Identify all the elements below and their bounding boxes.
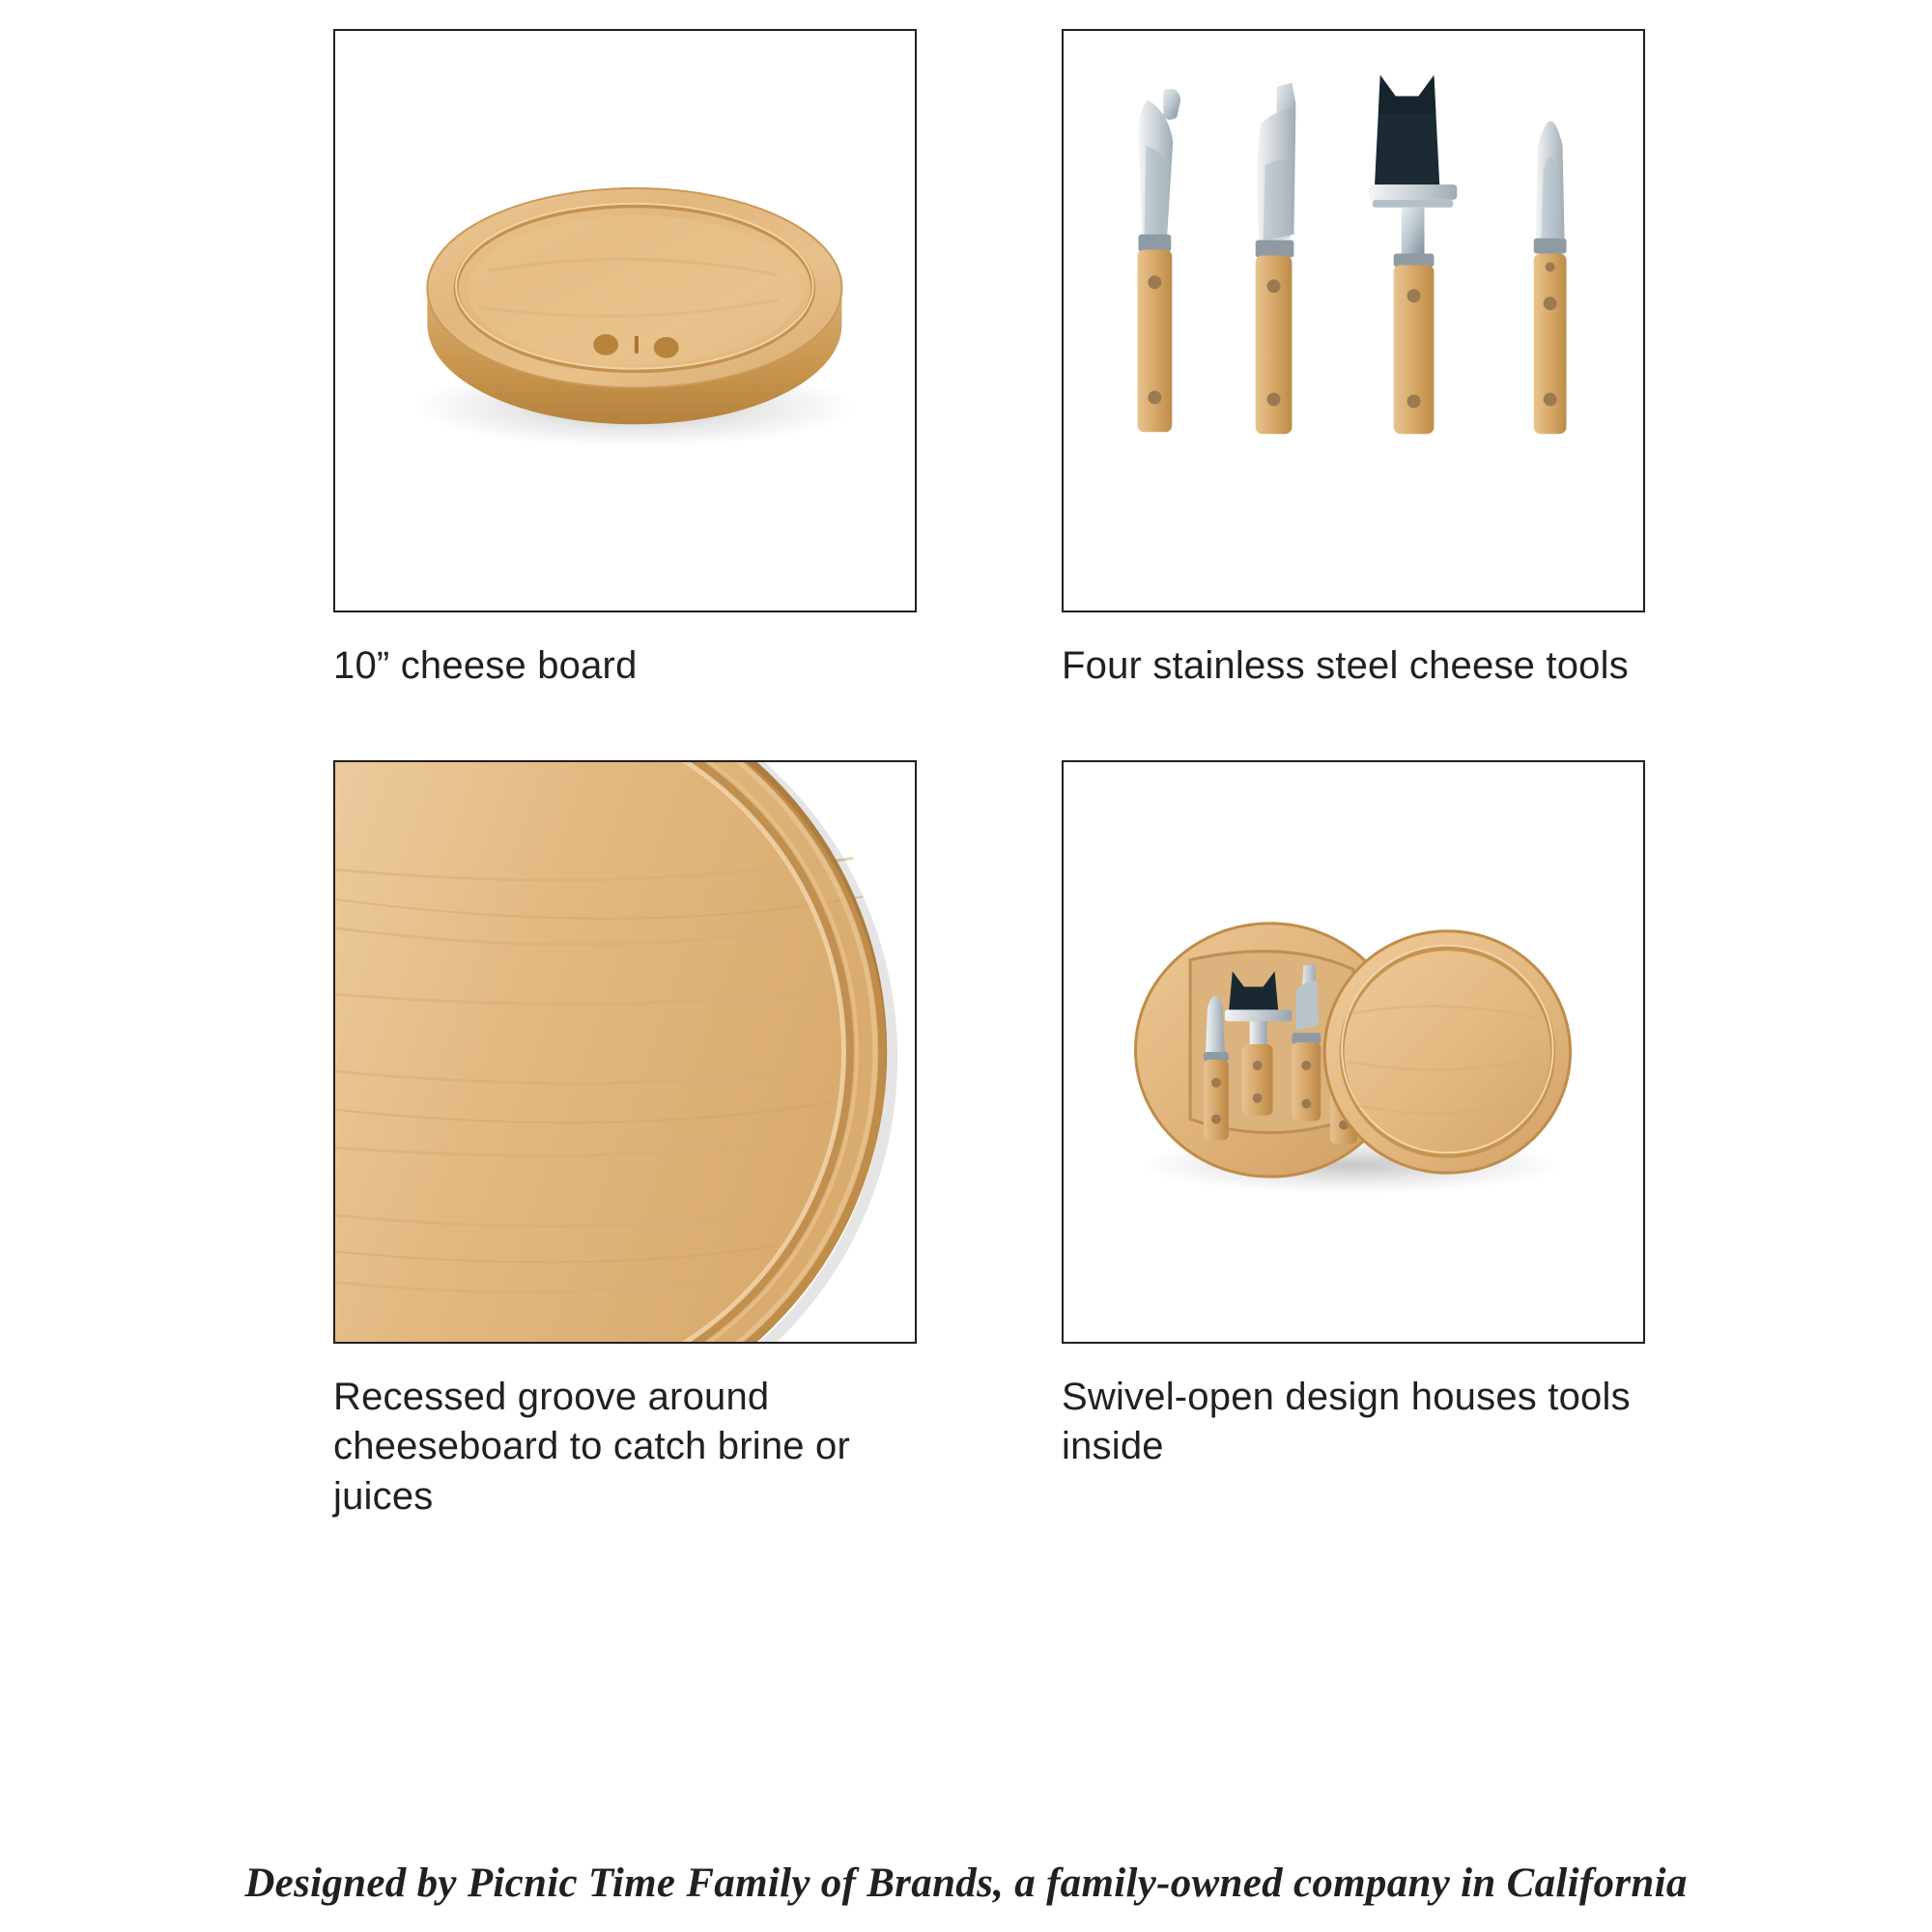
feature-row-2 — [333, 760, 1647, 1521]
caption-cheese-tools: Four stainless steel cheese tools — [1062, 644, 1629, 687]
caption-recessed-groove: Recessed groove around cheeseboard to catch brine or juices — [333, 1376, 851, 1518]
feature-grid — [333, 29, 1647, 1521]
caption-swivel-open: Swivel-open design houses tools inside — [1062, 1376, 1631, 1468]
caption-cheese-board: 10” cheese board — [333, 644, 638, 687]
recessed-groove-illustration — [335, 762, 915, 1342]
tool-fork-tip-knife — [1137, 89, 1180, 432]
photo-recessed-groove — [333, 760, 917, 1344]
feature-cell-cheese-board — [333, 29, 919, 691]
cheese-tools-illustration — [1064, 31, 1643, 611]
photo-swivel-open — [1062, 760, 1645, 1344]
swivel-open-illustration — [1064, 762, 1643, 1342]
photo-cheese-tools — [1062, 29, 1645, 612]
swivel-lid — [1324, 931, 1570, 1173]
footer-attribution: Designed by Picnic Time Family of Brands, a family-owned company in California — [244, 1861, 1688, 1906]
cheese-board-illustration — [335, 31, 915, 611]
feature-cell-cheese-tools — [1062, 29, 1647, 691]
feature-row-1 — [333, 29, 1647, 691]
feature-cell-swivel-open — [1062, 760, 1647, 1521]
tool-cheese-plane — [1369, 75, 1457, 435]
tool-hard-cheese-knife — [1534, 121, 1567, 434]
photo-cheese-board — [333, 29, 917, 612]
tool-straight-knife — [1256, 83, 1296, 435]
feature-cell-recessed-groove — [333, 760, 919, 1521]
